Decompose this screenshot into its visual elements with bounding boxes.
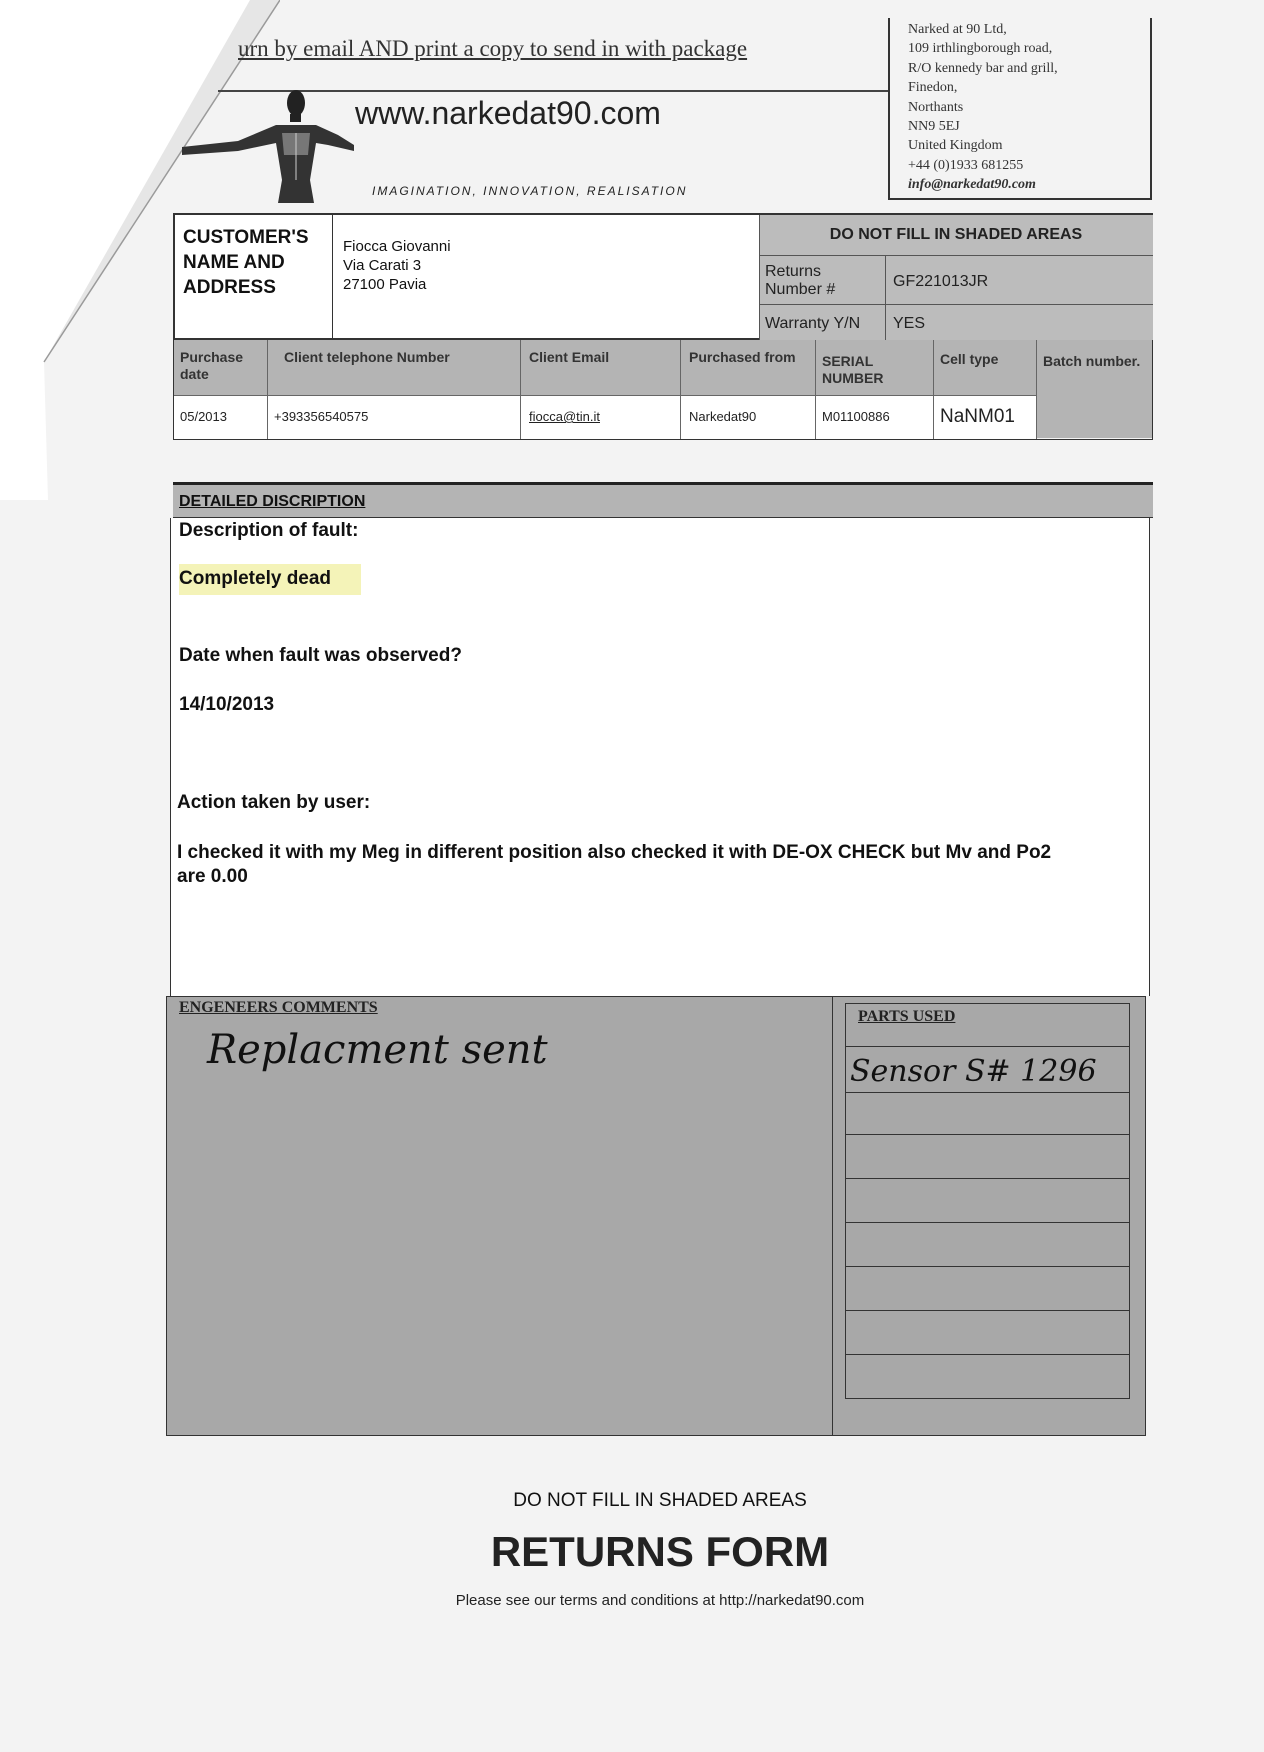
action-value: I checked it with my Meg in different position also checked it with DE-OX CHECK but Mv and Po2 xyxy=(177,842,1052,863)
table-cell: fiocca@tin.it xyxy=(521,395,681,439)
top-instruction: urn by email AND print a copy to send in with package xyxy=(238,36,748,61)
engineers-title: ENGENEERS COMMENTS xyxy=(179,999,378,1016)
column-header: Client Email xyxy=(521,340,681,395)
form-title: RETURNS FORM xyxy=(490,1528,830,1575)
fault-value-text: Completely dead xyxy=(179,564,361,595)
parts-title: PARTS USED xyxy=(858,1008,956,1025)
logo-figure-icon xyxy=(178,85,358,205)
divider xyxy=(332,215,333,342)
purchase-info-table xyxy=(173,340,1153,440)
column-header: Client telephone Number xyxy=(268,340,521,395)
address-line: Northants xyxy=(908,99,964,115)
column-header: Purchase date xyxy=(174,340,268,395)
divider xyxy=(759,215,760,340)
website: www.narkedat90.com xyxy=(355,95,661,131)
returns-label-line: Number # xyxy=(765,281,836,298)
parts-line xyxy=(846,1222,1129,1223)
table-cell: M01100886 xyxy=(816,395,934,439)
tagline: IMAGINATION, INNOVATION, REALISATION xyxy=(372,184,688,198)
action-value: are 0.00 xyxy=(177,866,248,887)
date-value: 14/10/2013 xyxy=(179,694,275,715)
footer-terms: Please see our terms and conditions at http://narkedat90.com xyxy=(455,1592,865,1609)
parts-line xyxy=(846,1178,1129,1179)
company-address xyxy=(888,18,1152,200)
address-line: Finedon, xyxy=(908,80,958,96)
description-header xyxy=(173,482,1153,518)
address-line: +44 (0)1933 681255 xyxy=(908,157,1024,173)
parts-line xyxy=(846,1046,1129,1047)
warranty-value: YES xyxy=(893,315,926,332)
customer-name: Fiocca Giovanni xyxy=(343,238,451,255)
engineers-area xyxy=(166,996,1146,1436)
address-line: United Kingdom xyxy=(908,138,1003,154)
address-line: NN9 5EJ xyxy=(908,119,960,135)
description-body xyxy=(170,518,1150,996)
returns-number-label xyxy=(765,263,835,299)
company-email: info@narkedat90.com xyxy=(908,177,1036,193)
shaded-area-header: DO NOT FILL IN SHADED AREAS xyxy=(759,215,1153,256)
date-label: Date when fault was observed? xyxy=(179,645,462,666)
column-header: Cell type xyxy=(934,340,1037,395)
column-header: Batch number. xyxy=(1037,340,1152,438)
action-label: Action taken by user: xyxy=(177,792,371,813)
table-cell: NaNM01 xyxy=(934,395,1037,439)
table-cell: +393356540575 xyxy=(268,395,521,439)
divider xyxy=(832,997,833,1435)
customer-city: 27100 Pavia xyxy=(343,276,427,293)
customer-block xyxy=(173,213,1153,340)
fault-value xyxy=(179,568,361,590)
parts-line xyxy=(846,1092,1129,1093)
table-cell: 05/2013 xyxy=(174,395,268,439)
column-header: Purchased from xyxy=(681,340,816,395)
returns-label-line: Returns xyxy=(765,263,822,280)
parts-line xyxy=(846,1266,1129,1267)
returns-number-value: GF221013JR xyxy=(893,273,989,290)
table-cell: Narkedat90 xyxy=(681,395,816,439)
section-title: DETAILED DISCRIPTION xyxy=(179,493,366,510)
address-line: R/O kennedy bar and grill, xyxy=(908,60,1058,76)
fault-label: Description of fault: xyxy=(179,520,359,541)
divider xyxy=(885,255,886,340)
customer-label xyxy=(183,225,333,300)
customer-label-line: CUSTOMER'S xyxy=(183,227,309,248)
column-header: SERIAL NUMBER xyxy=(816,340,934,395)
customer-label-line: NAME AND xyxy=(183,252,285,273)
parts-line xyxy=(846,1354,1129,1355)
address-line: Narked at 90 Ltd, xyxy=(908,22,1007,37)
warranty-label: Warranty Y/N xyxy=(765,315,861,332)
parts-line xyxy=(846,1310,1129,1311)
parts-used-box xyxy=(845,1003,1130,1399)
customer-address xyxy=(343,237,451,294)
parts-entry: Sensor S# 1296 xyxy=(850,1054,1097,1089)
address-line: 109 irthlingborough road, xyxy=(908,41,1053,57)
engineers-comment: Replacment sent xyxy=(207,1027,548,1073)
divider xyxy=(759,304,1153,305)
parts-line xyxy=(846,1134,1129,1135)
customer-label-line: ADDRESS xyxy=(183,277,276,298)
footer-note: DO NOT FILL IN SHADED AREAS xyxy=(513,1490,807,1511)
customer-street: Via Carati 3 xyxy=(343,257,422,274)
